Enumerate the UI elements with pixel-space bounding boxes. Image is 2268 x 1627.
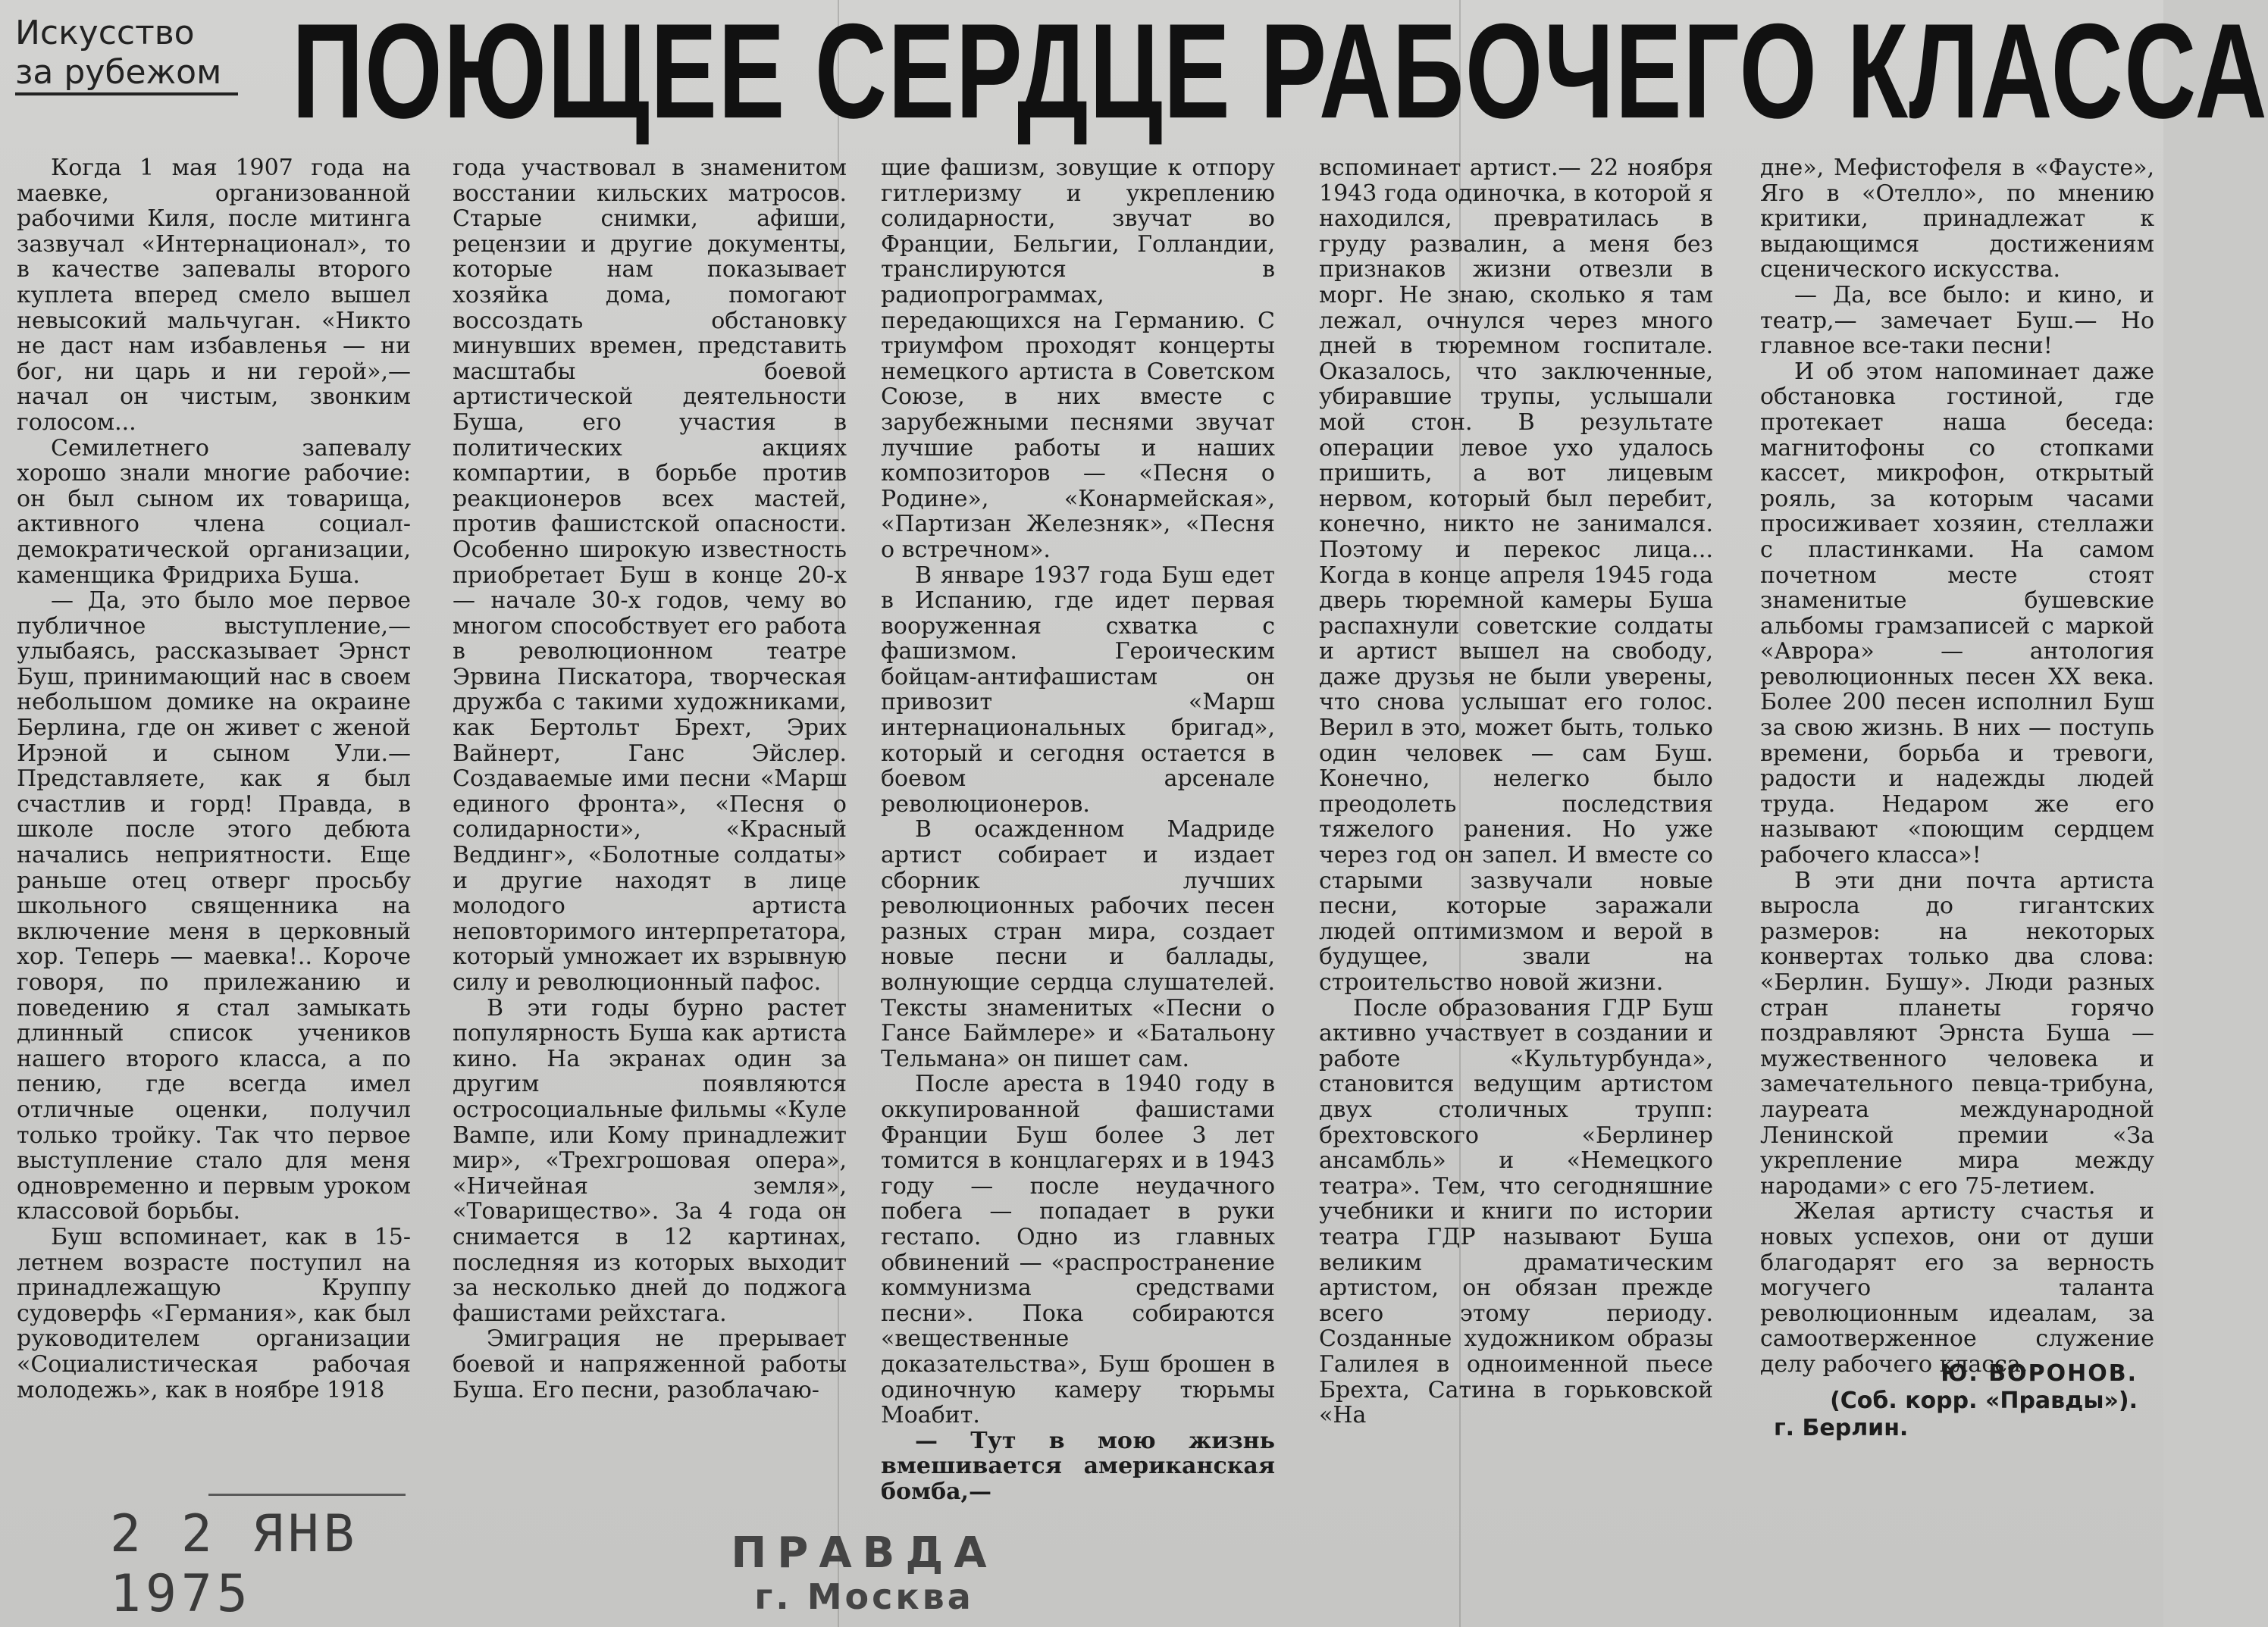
article-body: [17, 155, 2154, 1505]
byline: [1743, 1360, 2138, 1442]
paragraph: После образования ГДР Буш активно участвует в создании и работе «Культурбунда», становится ведущим артистом двух столичных трупп: брехтовского «Берлинер ансамбль» и «Немецкого театра». Тем, что сегодняшние учебники и книги по истории театра ГДР называют Буша великим драматическим артистом, он обязан прежде всего этому периоду. Созданные художником образы Галилея в одноименной пьесе Брехта, Сатина в горьковской «На: [1319, 994, 1713, 1429]
rubric-line-1: Искусство: [15, 14, 195, 52]
paragraph: И об этом напоминает даже обстановка гостиной, где протекает наша беседа: магнитофоны со стопками кассет, микрофон, открытый рояль, за которым часами просиживает хозяин, стеллажи с пластинками. На самом почетном месте стоят знаменитые бушевские альбомы грамзаписей с маркой «Аврора» — антология революционных песен XX века. Более 200 песен исполнил Буш за свою жизнь. В них — поступь времени, борьба и тревоги, радости и надежды людей труда. Недаром же его называют «поющим сердцем рабочего класса»!: [1760, 358, 2154, 869]
paragraph: щие фашизм, зовущие к отпору гитлеризму и укреплению солидарности, звучат во Франции, Бельгии, Голландии, транслируются в радиопрограммах, передающихся на Германию. С триумфом проходят концерты немецкого артиста в Советском Союзе, в них вместе с зарубежными песнями звучат лучшие работы и наших композиторов — «Песня о Родине», «Конармейская», «Партизан Железняк», «Песня о встречном».: [881, 155, 1275, 563]
paragraph: — Тут в мою жизнь вмешивается американская бомба,—: [881, 1427, 1275, 1505]
author-role: (Соб. корр. «Правды»).: [1830, 1388, 2138, 1414]
newspaper-stamp: [713, 1528, 1016, 1617]
newspaper-stamp-city: г. Москва: [754, 1576, 974, 1617]
paragraph: После ареста в 1940 году в оккупированной фашистами Франции Буш более 3 лет томится в концлагерях и в 1943 году — после неудачного побега — попадает в руки гестапо. Одно из главных обвинений — «распространение коммунизма средствами песни». Пока собираются «вещественные доказательства», Буш брошен в одиночную камеру тюрьмы Моабит.: [881, 1071, 1275, 1429]
article-column-4: [1319, 155, 1713, 1444]
paragraph: вспоминает артист.— 22 ноября 1943 года одиночка, в которой я находился, превратилась в груду развалин, а меня без признаков жизни отвезли в морг. Не знаю, сколько я там лежал, очнулся через много дней в тюремном госпитале. Оказалось, что заключенные, убиравшие трупы, услышали мой стон. В результате операции левое ухо удалось пришить, а вот лицевым нервом, который был перебит, конечно, никто не занимался. Поэтому и перекос лица... Когда в конце апреля 1945 года дверь тюремной камеры Буша распахнули советские солдаты и артист вышел на свободу, даже друзья не были уверены, что снова услышат его голос. Верил в это, может быть, только один человек — сам Буш. Конечно, нелегко было преодолеть последствия тяжелого ранения. Но уже через год он запел. И вместе со старыми зазвучали новые песни, которые заражали людей оптимизмом и верой в будущее, звали на строительство новой жизни.: [1319, 155, 1713, 996]
paragraph: — Да, все было: и кино, и театр,— замечает Буш.— Но главное все-таки песни!: [1760, 281, 2154, 360]
paragraph: Когда 1 мая 1907 года на маевке, организованной рабочими Киля, после митинга зазвучал «Интернационал», то в качестве запевалы второго куплета вперед смело вышел невысокий мальчуган. «Никто не даст нам избавленья — ни бог, ни царь и ни герой»,— начал он чистым, звонким голосом...: [17, 155, 411, 436]
paragraph: Семилетнего запевалу хорошо знали многие рабочие: он был сыном их товарища, активного члена социал-демократической организации, каменщика Фридриха Буша.: [17, 434, 411, 589]
paragraph: В январе 1937 года Буш едет в Испанию, где идет первая вооруженная схватка с фашизмом. Героическим бойцам-антифашистам он привозит «Марш интернациональных бригад», который и сегодня остается в боевом арсенале революционеров.: [881, 562, 1275, 818]
headline: ПОЮЩЕЕ СЕРДЦЕ РАБОЧЕГО КЛАССА: [292, 0, 2268, 146]
paragraph: В осажденном Мадриде артист собирает и издает сборник лучших революционных рабочих песен разных стран мира, создает новые песни и баллады, волнующие сердца слушателей. Тексты знаменитых «Песни о Гансе Баймлере» и «Батальону Тельмана» он пишет сам.: [881, 816, 1275, 1072]
article-column-3: [881, 155, 1275, 1505]
author-name: Ю. ВОРОНОВ.: [1941, 1360, 2138, 1387]
paragraph: Желая артисту счастья и новых успехов, они от души благодарят его за верность могучего таланта революционным идеалам, за самоотверженное служение делу рабочего класса.: [1760, 1198, 2154, 1378]
article-column-2: [453, 155, 847, 1444]
paragraph: — Да, это было мое первое публичное выступление,— улыбаясь, рассказывает Эрнст Буш, принимающий нас в своем небольшом домике на окраине Берлина, где он живет с женой Ирэной и сыном Ули.— Представляете, как я был счастлив и горд! Правда, в школе после этого дебюта начались неприятности. Еще раньше отец отверг просьбу школьного священника на включение меня в церковный хор. Теперь — маевка!.. Короче говоря, по прилежанию и поведению я стал замыкать длинный список учеников нашего второго класса, а по пению, где всегда имел отличные оценки, получил только тройку. Так что первое выступление стало для меня одновременно и первым уроком классовой борьбы.: [17, 587, 411, 1225]
paragraph: года участвовал в знаменитом восстании кильских матросов. Старые снимки, афиши, рецензии и другие документы, которые нам показывает хозяйка дома, помогают воссоздать обстановку минувших времен, представить масштабы боевой артистической деятельности Буша, его участия в политических акциях компартии, в борьбе против реакционеров всех мастей, против фашистской опасности. Особенно широкую известность приобретает Буш в конце 20-х — начале 30-х годов, чему во многом способствует его работа в революционном театре Эрвина Пискатора, творческая дружба с такими художниками, как Бертольт Брехт, Эрих Вайнерт, Ганс Эйслер. Создаваемые ими песни «Марш единого фронта», «Песня о солидарности», «Красный Веддинг», «Болотные солдаты» и другие находят в лице молодого артиста неповторимого интерпретатора, который умножает их взрывную силу и революционный пафос.: [453, 155, 847, 996]
paragraph: Эмиграция не прерывает боевой и напряженной работы Буша. Его песни, разоблачаю-: [453, 1325, 847, 1403]
stamp-arc: [208, 1494, 406, 1500]
dateline-place: г. Берлин.: [1774, 1415, 1909, 1441]
paragraph: В эти дни почта артиста выросла до гигантских размеров: на некоторых конвертах только два слова: «Берлин. Бушу». Люди разных стран планеты горячо поздравляют Эрнста Буша — мужественного человека и замечательного певца-трибуна, лауреата международной Ленинской премии «За укрепление мира между народами» с его 75-летием.: [1760, 867, 2154, 1200]
paragraph: В эти годы бурно растет популярность Буша как артиста кино. На экранах один за другим появляются остросоциальные фильмы «Куле Вампе, или Кому принадлежит мир», «Трехгрошовая опера», «Ничейная земля», «Товарищество». За 4 года он снимается в 12 картинах, последняя из которых выходит за несколько дней до поджога фашистами рейхстага.: [453, 994, 847, 1327]
section-rubric: [15, 14, 243, 95]
paragraph: Буш вспоминает, как в 15-летнем возрасте поступил на принадлежащую Круппу судоверфь «Германия», как был руководителем организации «Социалистическая рабочая молодежь», как в ноябре 1918: [17, 1223, 411, 1403]
rubric-line-2: за рубежом: [15, 53, 238, 95]
newspaper-stamp-name: ПРАВДА: [731, 1528, 998, 1578]
date-stamp-text: 2 2 ЯНВ 1975: [110, 1504, 359, 1624]
article-column-1: [17, 155, 411, 1444]
date-stamp: [110, 1504, 413, 1624]
paragraph: дне», Мефистофеля в «Фаусте», Яго в «Отелло», по мнению критики, принадлежат к выдающимся достижениям сценического искусства.: [1760, 155, 2154, 283]
